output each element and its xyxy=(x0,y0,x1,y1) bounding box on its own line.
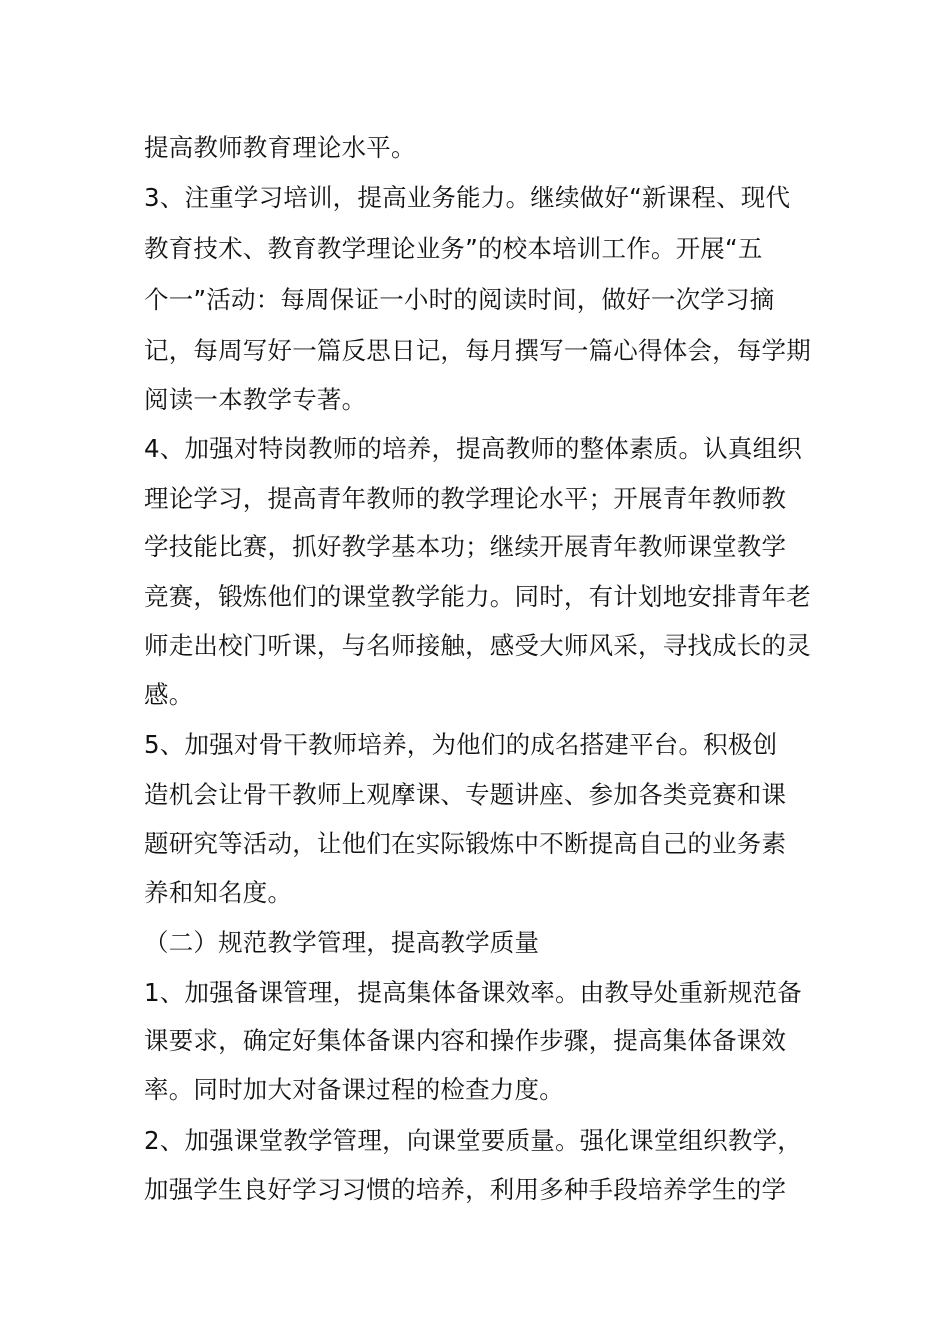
text-line: 理论学习，提高青年教师的教学理论水平；开展青年教师教 xyxy=(144,484,787,513)
text-line: 师走出校门听课，与名师接触，感受大师风采，寻找成长的灵 xyxy=(144,631,811,660)
text-line: 课要求，确定好集体备课内容和操作步骤，提高集体备课效 xyxy=(144,1026,787,1055)
text-line: 阅读一本教学专著。 xyxy=(144,385,367,414)
text-line: 2、加强课堂教学管理，向课堂要质量。强化课堂组织教学， xyxy=(144,1126,802,1155)
text-line: 记，每周写好一篇反思日记，每月撰写一篇心得体会，每学期 xyxy=(144,336,811,365)
text-line: 学技能比赛，抓好教学基本功；继续开展青年教师课堂教学 xyxy=(144,532,787,561)
text-line: 造机会让骨干教师上观摩课、专题讲座、参加各类竞赛和课 xyxy=(144,780,787,809)
text-line: 教育技术、教育教学理论业务”的校本培训工作。开展“五 xyxy=(144,234,763,263)
text-line: 3、注重学习培训，提高业务能力。继续做好“新课程、现代 xyxy=(144,183,791,212)
text-line: 竞赛，锻炼他们的课堂教学能力。同时，有计划地安排青年老 xyxy=(144,582,811,611)
text-line: 感。 xyxy=(144,680,194,709)
section-heading: （二）规范教学管理，提高教学质量 xyxy=(144,928,540,957)
text-line: 率。同时加大对备课过程的检查力度。 xyxy=(144,1075,564,1104)
text-line: 养和知名度。 xyxy=(144,878,293,907)
text-line: 5、加强对骨干教师培养，为他们的成名搭建平台。积极创 xyxy=(144,730,778,759)
text-line: 加强学生良好学习习惯的培养，利用多种手段培养学生的学 xyxy=(144,1175,787,1204)
text-line: 提高教师教育理论水平。 xyxy=(144,133,416,162)
text-line: 1、加强备课管理，提高集体备课效率。由教导处重新规范备 xyxy=(144,978,802,1007)
text-line: 个一”活动：每周保证一小时的阅读时间，做好一次学习摘 xyxy=(144,285,775,314)
text-line: 4、加强对特岗教师的培养，提高教师的整体素质。认真组织 xyxy=(144,434,802,463)
text-line: 题研究等活动，让他们在实际锻炼中不断提高自己的业务素 xyxy=(144,829,787,858)
